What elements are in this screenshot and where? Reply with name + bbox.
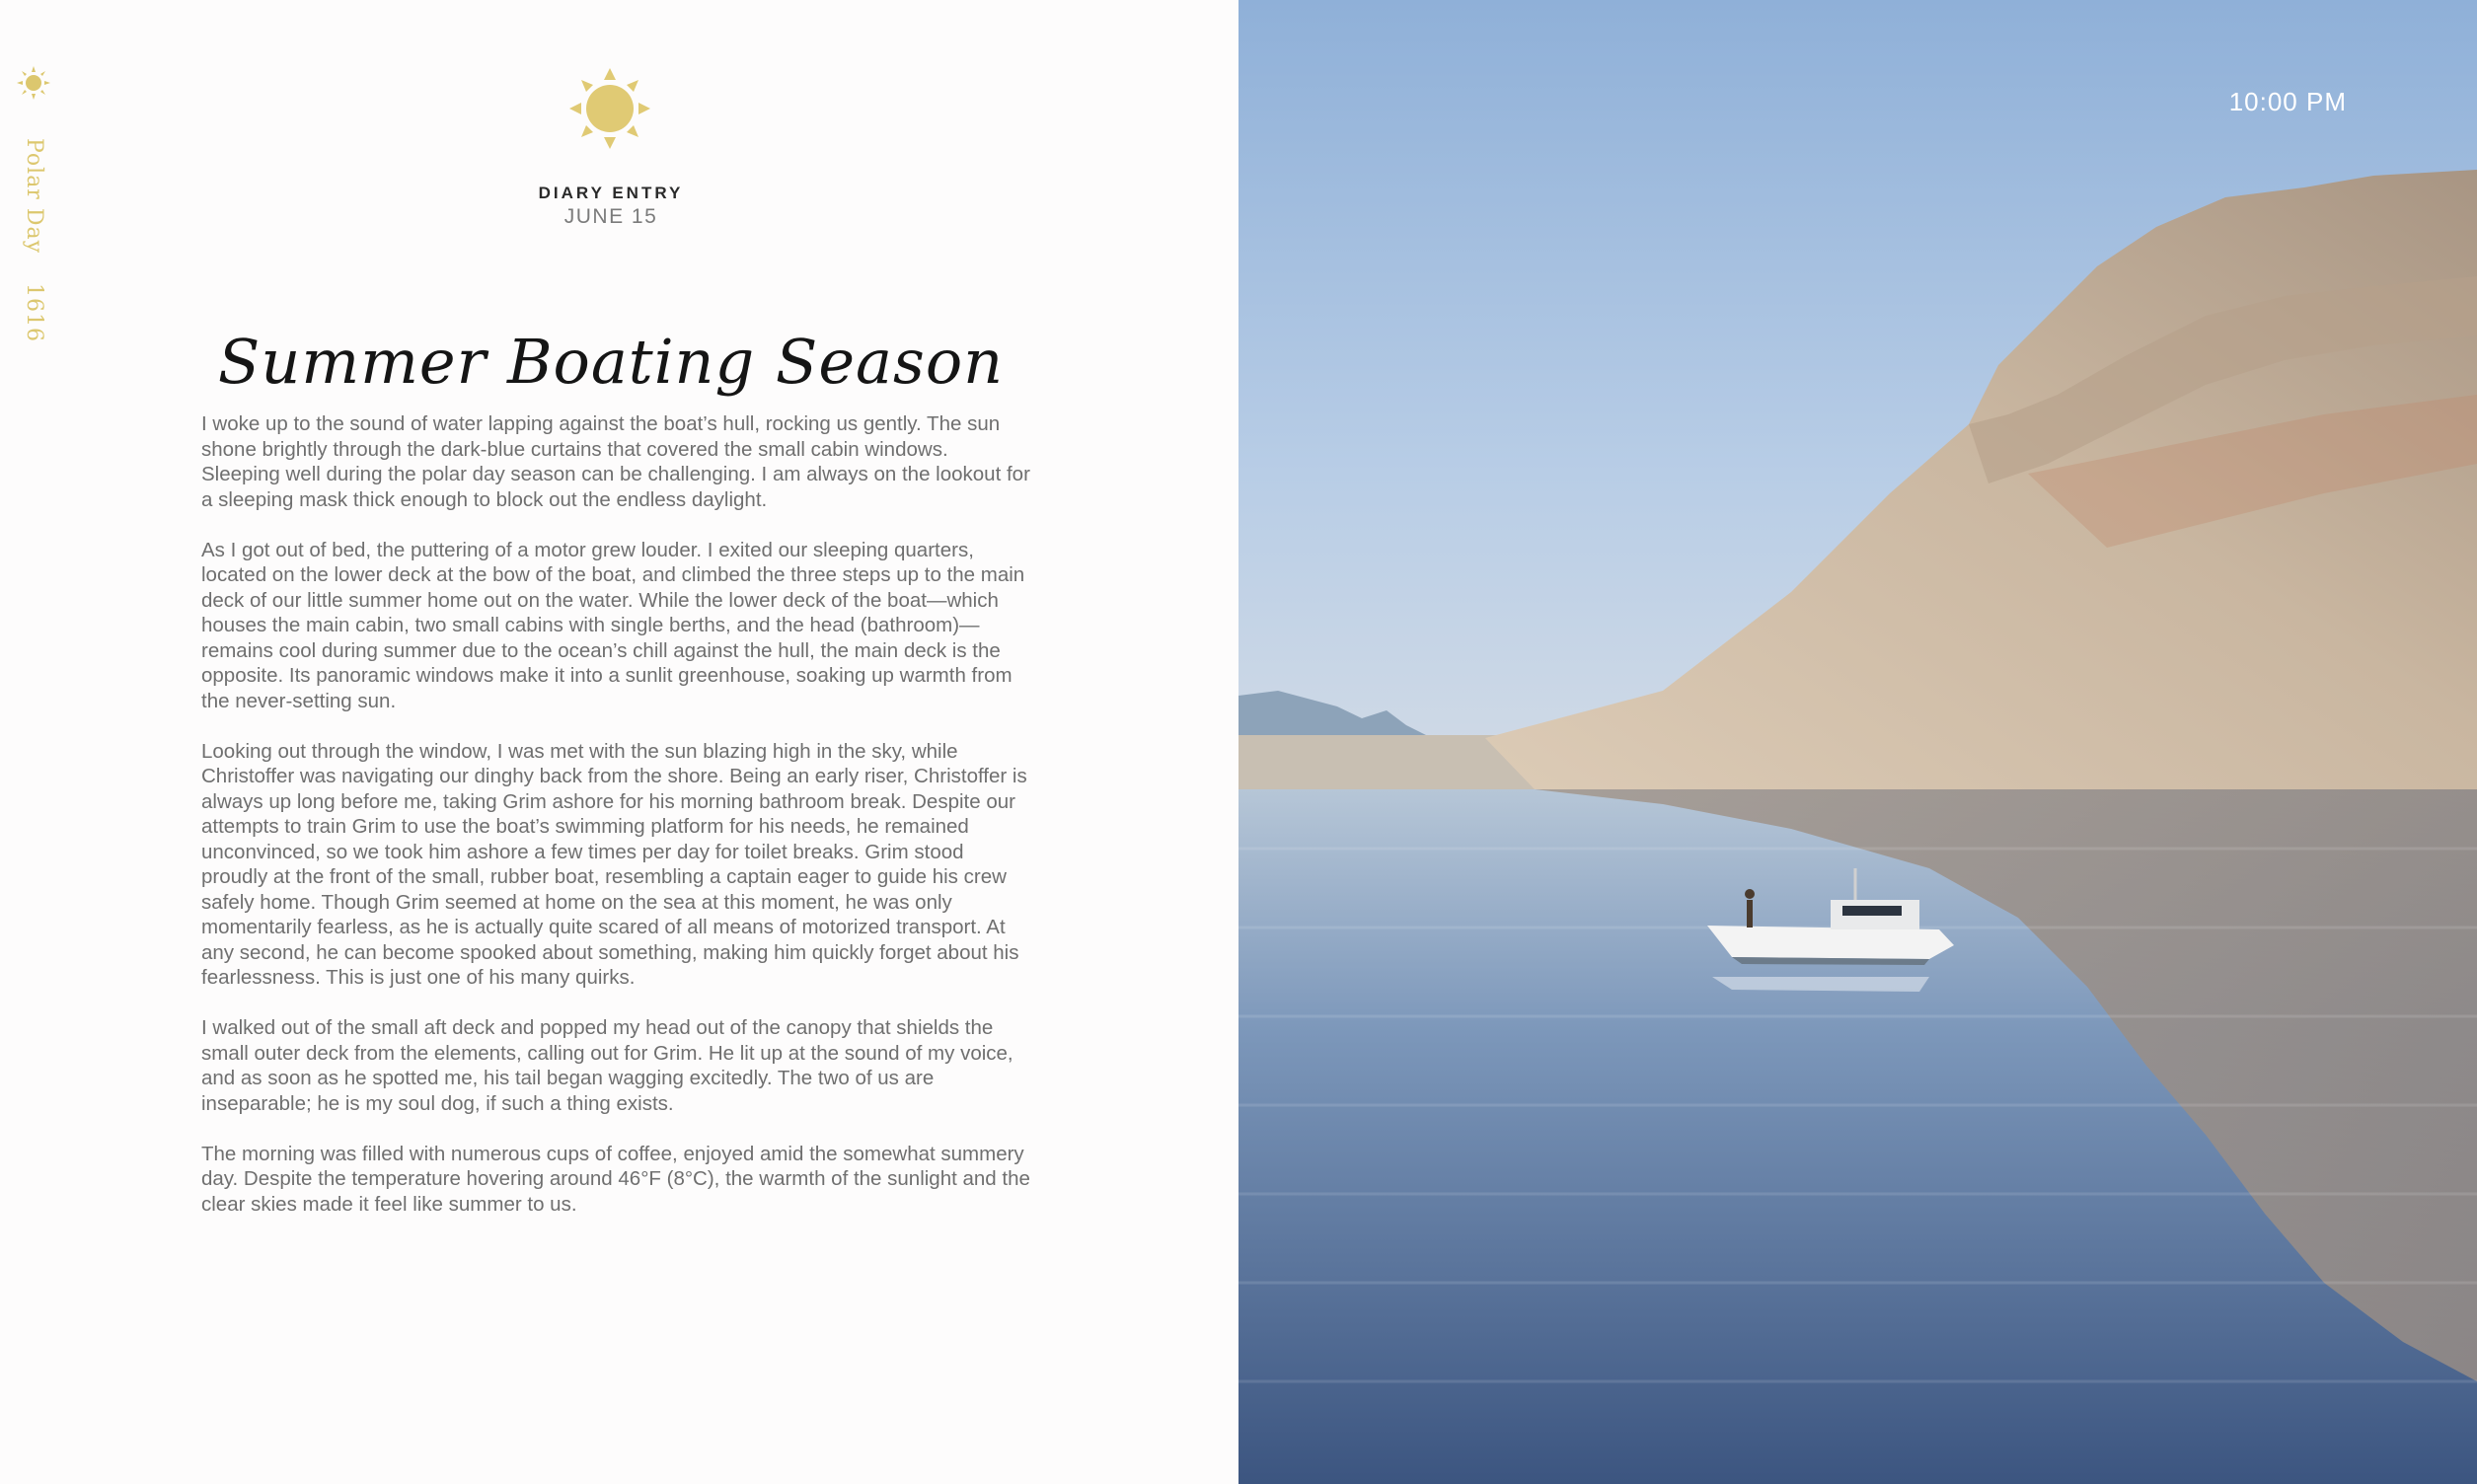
- paragraph: Looking out through the window, I was met with the sun blazing high in the sky, while Christoffer was navigating our dinghy back from the shore. Being an early riser, Christoffer is always up long before me, taking Grim ashore for his morning bathroom break. Despite our attempts to train Grim to use the boat’s swimming platform for his needs, he remained unconvinced, so we took him ashore a few times per day for toilet breaks. Grim stood proudly at the front of the small, rubber boat, resembling a captain eager to guide his crew safely home. Though Grim seemed at home on the sea at this moment, he was only momentarily fearless, as he is actually quite scared of all means of motorized transport. At any second, he can become spooked about something, making him quickly forget about his fearlessness. This is just one of his many quirks.: [201, 739, 1027, 989]
- time-label: 10:00 PM: [2228, 87, 2347, 116]
- sun-icon: [569, 68, 650, 149]
- side-label: [22, 138, 46, 342]
- article-title: Summer Boating Season: [217, 326, 1005, 398]
- photo-illustration: [1238, 0, 2477, 1484]
- paragraph: As I got out of bed, the puttering of a motor grew louder. I exited our sleeping quarters, located on the lower deck at the bow of the boat, and climbed the three steps up to the main deck of our little summer home out on the water. While the lower deck of the boat—which houses the main cabin, two small cabins with single berths, and the head (bathroom)—remains cool during summer due to the ocean’s chill against the hull, the main deck is the opposite. Its panoramic windows make it into a sunlit greenhouse, soaking up warmth from the never-setting sun.: [201, 538, 1025, 712]
- entry-label: DIARY ENTRY: [538, 184, 684, 202]
- left-page: [0, 0, 1238, 1484]
- section-label: Polar Day: [22, 138, 46, 255]
- paragraph: The morning was filled with numerous cups of coffee, enjoyed amid the somewhat summery day. Despite the temperature hovering around 46°F (8°C), the warmth of the sunlight and the clear skies made it feel like summer to us.: [201, 1142, 1030, 1216]
- paragraph: I walked out of the small aft deck and popped my head out of the canopy that shields the small outer deck from the elements, calling out for Grim. He lit up at the sound of my voice, and as soon as he spotted me, his tail began wagging excitedly. The two of us are inseparable; he is my soul dog, if such a thing exists.: [201, 1016, 1013, 1115]
- fjord-boat-photo: [1238, 0, 2477, 1484]
- side-tab: [16, 63, 51, 343]
- sun-icon: [16, 63, 51, 103]
- page-number: 1616: [22, 283, 46, 343]
- entry-date: JUNE 15: [563, 205, 658, 228]
- article-body: [201, 411, 1030, 1242]
- paragraph: I woke up to the sound of water lapping against the boat’s hull, rocking us gently. The sun shone brightly through the dark-blue curtains that covered the small cabin windows. Sleeping well during the polar day season can be challenging. I am always on the lookout for a sleeping mask thick enough to block out the endless daylight.: [201, 412, 1030, 511]
